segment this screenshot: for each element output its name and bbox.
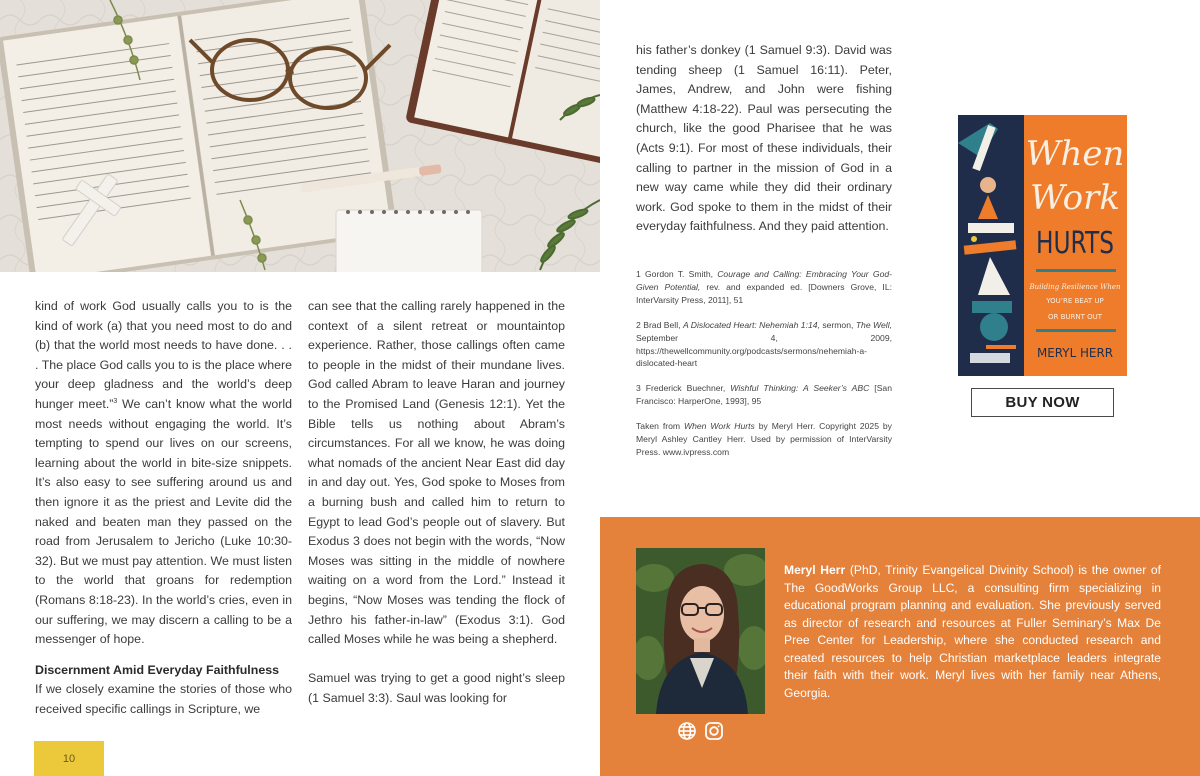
paragraph: his father’s donkey (1 Samuel 9:3). David was tending sheep (1 Samuel 16:11). Peter, James, Andrew, and John were fishing (Matthew 4:18-22). Paul was persecuting the church, like the good Pharisee that he was (Acts 9:1). For most of these individuals, their calling to partner in the mission of God in a new way came while they did their ordinary work. God spoke to them in the midst of their everyday faithfulness. And they paid attention. <box>636 43 892 234</box>
hero-photo <box>0 0 600 272</box>
author-name: Meryl Herr <box>784 563 846 577</box>
book-title-line3: HURTS <box>1036 226 1114 261</box>
paragraph: If we closely examine the stories of those who received specific callings in Scripture, we <box>35 682 292 716</box>
instagram-icon[interactable] <box>704 721 724 741</box>
body-column-3 <box>636 41 892 237</box>
book-subtitle-line1: Building Resilience When <box>1029 283 1121 291</box>
paragraph: can see that the calling rarely happened in the context of a silent retreat or mountaintop experience. Rather, those callings often came to people in the midst of their mundane lives. God called Abram to leave Haran and journey to the Promised Land (Genesis 12:1). Yet the Bible tells us nothing about Abram’s circumstances. For all we know, he was doing what nomads of the ancient Near East did day in and day out. Yes, God spoke to Moses from a burning bush and called him to return to Egypt to lead God’s people out of slavery. But Exodus 3 does not begin with the words, “Now Moses was sitting in the middle of nowhere waiting on a word from the Lord.” Instead it begins, “Now Moses was tending the flock of Jethro his father-in-law” (Exodus 3:1). God called Moses while he was being a shepherd. <box>308 299 565 647</box>
footnote-ref: 3 <box>113 397 118 405</box>
book-title-line2: Work <box>1030 178 1120 218</box>
permission-credit: Taken from When Work Hurts by Meryl Herr. Copyright 2025 by Meryl Ashley Cantley Herr. Used by permission of InterVarsity Press. www.ivpress.com <box>636 421 892 457</box>
body-column-1 <box>35 297 292 719</box>
page-number: 10 <box>34 741 104 776</box>
book-author: MERYL HERR <box>1037 346 1113 360</box>
section-heading: Discernment Amid Everyday Faithfulness <box>35 662 279 677</box>
bible-glasses-illustration <box>0 0 600 272</box>
footnote-3: 3 Frederick Buechner, Wishful Thinking: A Seeker’s ABC [San Francisco: HarperOne, 1993], 95 <box>636 383 892 407</box>
author-portrait <box>636 548 765 714</box>
paragraph: kind of work God usually calls you to is the kind of work (a) that you need most to do and (b) that the world most needs to have done. . . . The place God calls you to is the place where your deep gladness and the world’s deep hunger meet.”$^3$ We can’t know what the world most needs without engaging the world. It’s tempting to spend our lives on our screens, learning about the world in bite-size snippets. It’s also easy to see suffering around us and then ignore it as the priest and Levite did the naked and beaten man they passed on the road from Jerusalem to Jericho (Luke 10:30-32). But we must pay attention. We must listen to the world that groans for redemption (Romans 8:18-23). In the world’s cries, even in our suffering, we may discern a calling to be a messenger of hope. <box>35 299 293 647</box>
book-title-line1: When <box>1025 134 1125 174</box>
book-subtitle-line2: YOU’RE BEAT UP <box>1046 297 1104 305</box>
paragraph: Samuel was trying to get a good night’s sleep (1 Samuel 3:3). Saul was looking for <box>308 671 565 705</box>
body-column-2 <box>308 297 565 708</box>
author-bio: Meryl Herr (PhD, Trinity Evangelical Divinity School) is the owner of The GoodWorks Group LLC, a consulting firm specializing in educational program planning and evaluation. She previously served as director of research and resources at Fuller Seminary’s Max De Pree Center for Leadership, where she conducted research and created resources to help Christian marketplace leaders integrate their faith with their work. Meryl lives with her family near Athens, Georgia. <box>784 563 1162 700</box>
footnote-2: 2 Brad Bell, A Dislocated Heart: Nehemiah 1:14, sermon, The Well, September 4, 2009, https://thewellcommunity.org/podcasts/sermons/nehemiah-a-dislocated-heart <box>636 319 892 369</box>
footnote-1: 1 Gordon T. Smith, Courage and Calling: Embracing Your God-Given Potential, rev. and expanded ed. [Downers Grove, IL: InterVarsity Press, 2011], 51 <box>636 269 892 305</box>
buy-now-button[interactable]: BUY NOW <box>971 388 1114 417</box>
globe-icon[interactable] <box>677 721 697 741</box>
book-cover[interactable] <box>958 115 1127 376</box>
footnotes <box>636 268 892 471</box>
book-subtitle-line3: OR BURNT OUT <box>1047 313 1103 321</box>
